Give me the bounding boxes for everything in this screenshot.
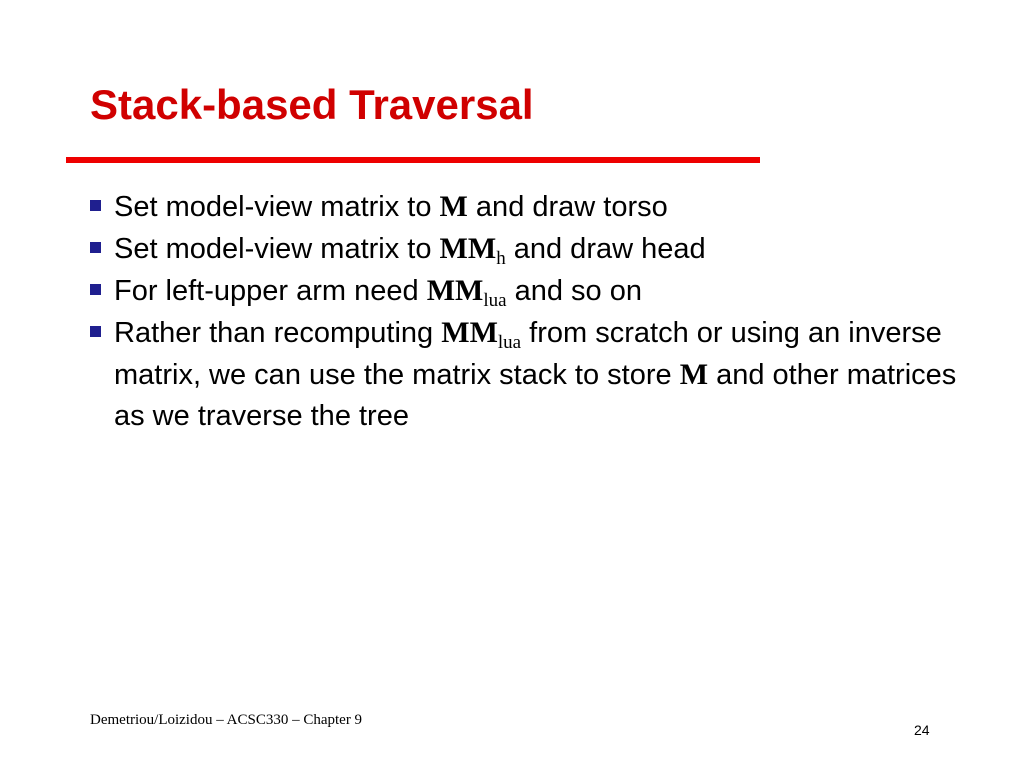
slide-title: Stack-based Traversal: [90, 81, 534, 128]
bullet-text: Rather than recomputing: [114, 317, 442, 349]
bullet-text: For left-upper arm need: [114, 275, 427, 307]
matrix-symbol: MM: [426, 274, 484, 307]
matrix-subscript: lua: [483, 290, 507, 311]
bullet-text: Set model-view matrix to: [114, 191, 440, 223]
square-bullet-icon: [90, 284, 101, 295]
square-bullet-icon: [90, 200, 101, 211]
matrix-subscript: lua: [497, 332, 522, 353]
matrix-symbol: M: [439, 190, 468, 223]
title-underline: [66, 157, 760, 163]
matrix-subscript: h: [496, 248, 506, 269]
bullet-item: [88, 186, 968, 228]
bullet-text: and so on: [506, 275, 643, 307]
matrix-symbol: M: [679, 358, 709, 391]
bullet-text: Set model-view matrix to: [114, 233, 440, 265]
bullet-item: [88, 228, 968, 270]
matrix-symbol: MM: [441, 316, 498, 349]
bullet-text: and draw torso: [467, 191, 668, 223]
bullet-text: and draw head: [505, 233, 706, 265]
bullet-item: [88, 312, 968, 437]
bullet-text: from scratch or using an inverse matrix, we can use the matrix stack to store: [114, 317, 942, 391]
page-number: 24: [914, 722, 930, 738]
square-bullet-icon: [90, 242, 101, 253]
bullet-text: and other matrices as we traverse the tree: [114, 359, 957, 432]
bullet-item: [88, 270, 968, 312]
slide-footer: Demetriou/Loizidou – ACSC330 – Chapter 9: [90, 712, 363, 728]
square-bullet-icon: [90, 326, 101, 337]
bullet-list: [88, 186, 968, 437]
matrix-symbol: MM: [439, 232, 497, 265]
